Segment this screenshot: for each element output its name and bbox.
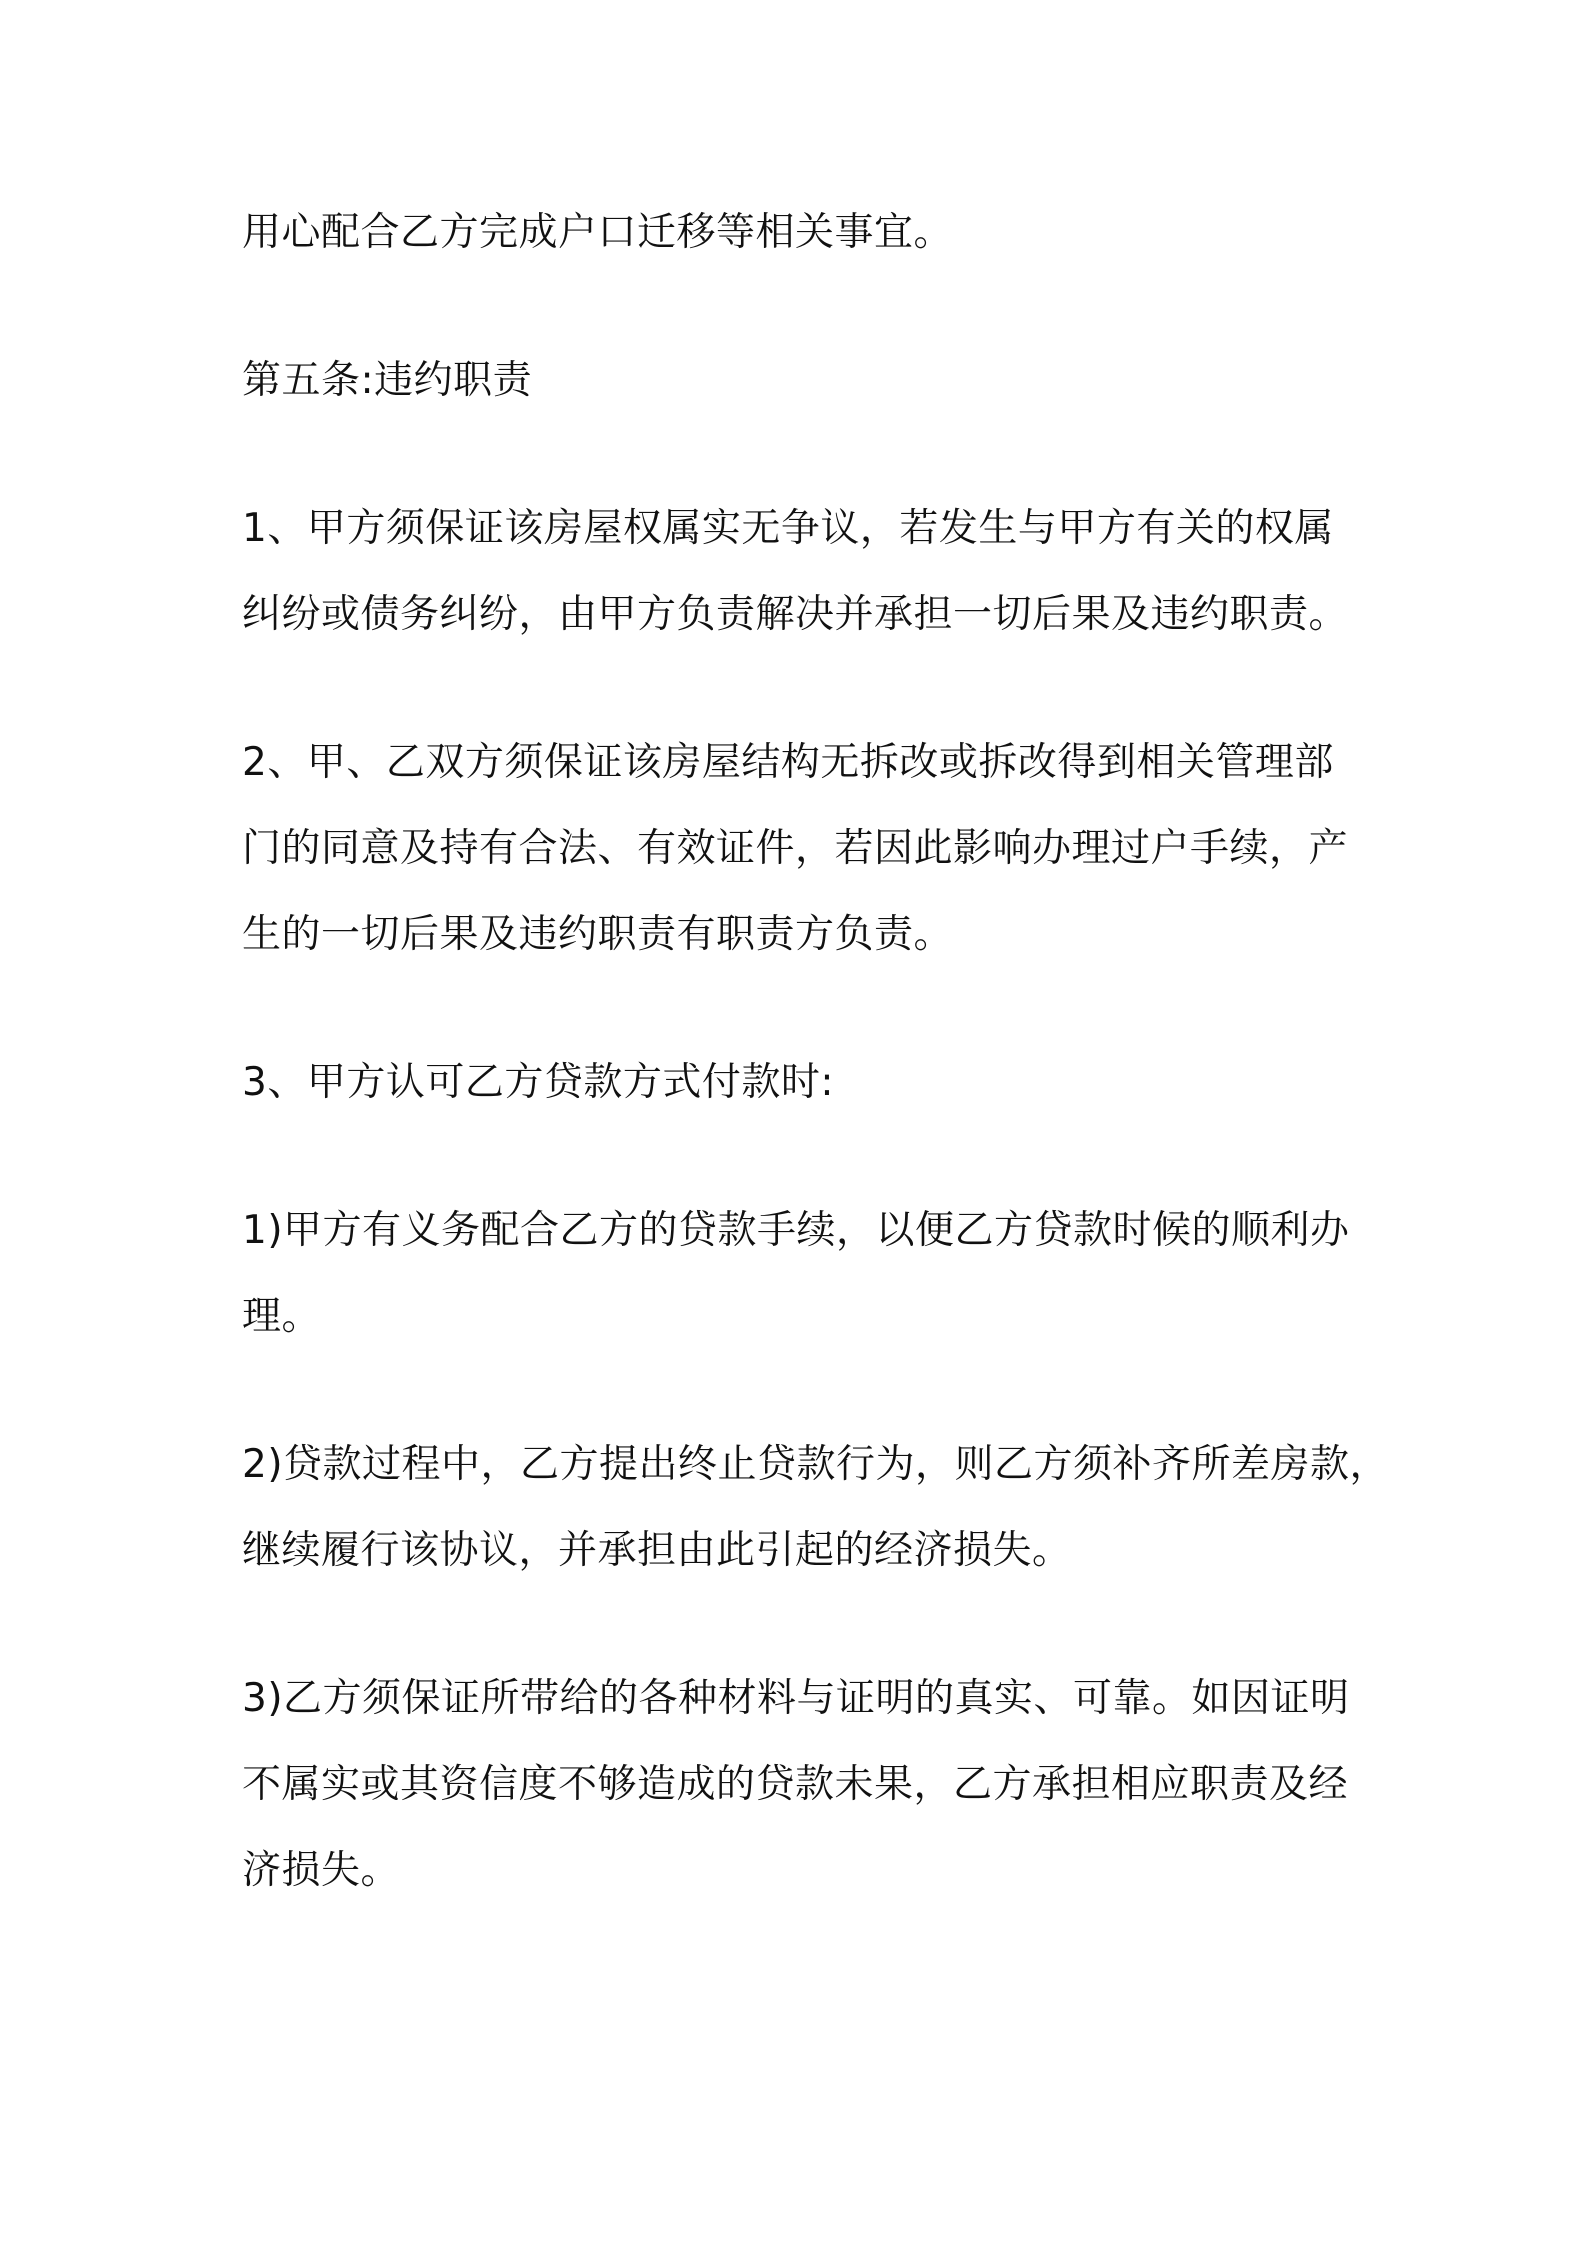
text-line: 济损失。 xyxy=(242,1848,401,1893)
text-line: 继续履行该协议，并承担由此引起的经济损失。 xyxy=(242,1528,1072,1573)
text-line: 3、甲方认可乙方贷款方式付款时: xyxy=(242,1060,834,1105)
paragraph-clause-2 xyxy=(242,720,1372,978)
document-body xyxy=(242,190,1390,1976)
paragraph-household-transfer xyxy=(242,190,1372,276)
text-line: 1)甲方有义务配合乙方的贷款手续，以便乙方贷款时候的顺利办 xyxy=(242,1208,1350,1253)
text-line: 2、甲、乙双方须保证该房屋结构无拆改或拆改得到相关管理部 xyxy=(242,740,1334,785)
text-line: 3)乙方须保证所带给的各种材料与证明的真实、可靠。如因证明 xyxy=(242,1676,1350,1721)
text-line: 2)贷款过程中，乙方提出终止贷款行为，则乙方须补齐所差房款， xyxy=(242,1442,1390,1487)
paragraph-clause-1 xyxy=(242,486,1372,658)
text-line: 理。 xyxy=(242,1294,322,1339)
paragraph-subclause-1 xyxy=(242,1188,1372,1360)
text-line: 不属实或其资信度不够造成的贷款未果，乙方承担相应职责及经 xyxy=(242,1762,1349,1807)
section-heading-article-5 xyxy=(242,338,1372,424)
paragraph-subclause-3 xyxy=(242,1656,1372,1914)
text-line: 门的同意及持有合法、有效证件，若因此影响办理过户手续，产 xyxy=(242,826,1349,871)
text-line: 用心配合乙方完成户口迁移等相关事宜。 xyxy=(242,210,954,255)
paragraph-subclause-2 xyxy=(242,1422,1390,1594)
text-line: 第五条:违约职责 xyxy=(242,358,533,403)
paragraph-clause-3 xyxy=(242,1040,1372,1126)
text-line: 纠纷或债务纠纷，由甲方负责解决并承担一切后果及违约职责。 xyxy=(242,592,1349,637)
text-line: 1、甲方须保证该房屋权属实无争议，若发生与甲方有关的权属 xyxy=(242,506,1334,551)
text-line: 生的一切后果及违约职责有职责方负责。 xyxy=(242,912,954,957)
